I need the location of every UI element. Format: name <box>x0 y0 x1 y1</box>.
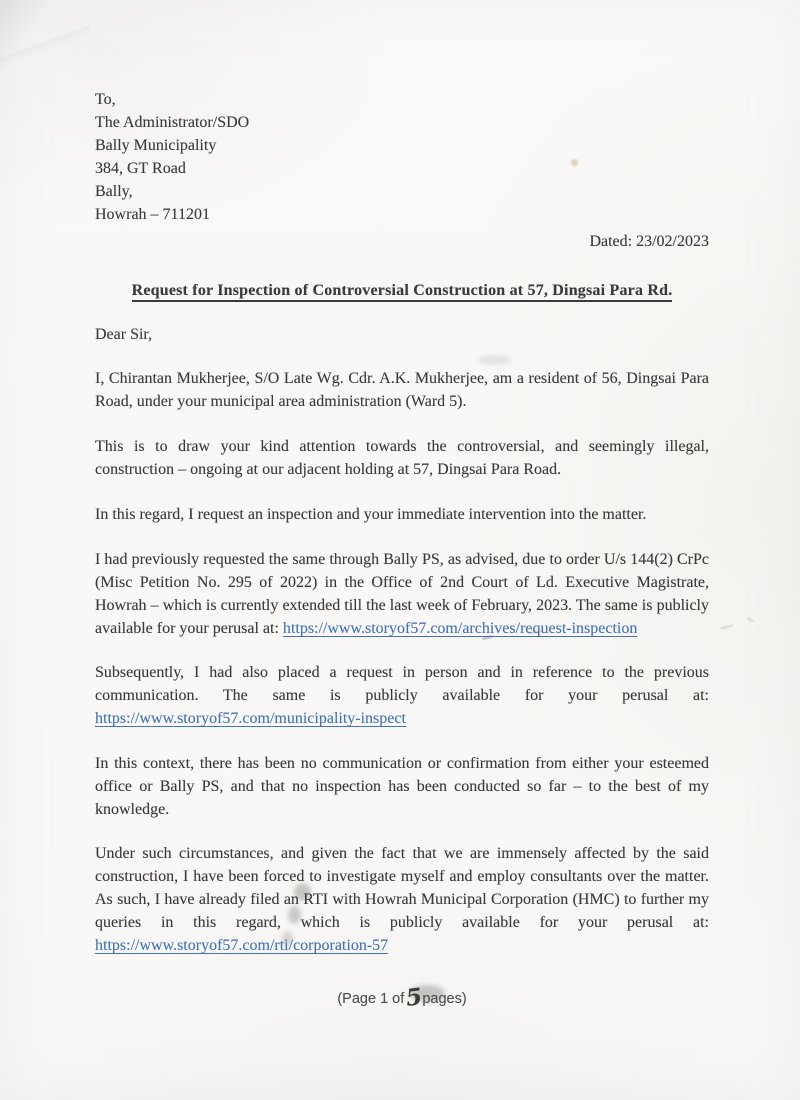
url-link-municipality-inspect[interactable]: https://www.storyof57.com/municipality-inspect <box>95 710 406 727</box>
url-link-request-inspection[interactable]: https://www.storyof57.com/archives/request-inspection <box>282 620 638 637</box>
handwritten-page-count: 5 <box>404 983 424 1012</box>
page-note-prefix: (Page 1 of <box>337 991 405 1007</box>
greeting: Dear Sir, <box>95 326 153 343</box>
body-paragraph-6: In this context, there has been no communication or confirmation from either your esteemed office or Bally PS, and that no inspection has been conducted so far – to the best of my knowledge. <box>95 755 709 818</box>
address-line-street: 384, GT Road <box>95 160 186 177</box>
body-paragraph-3: In this regard, I request an inspection and your immediate intervention into the matter. <box>95 506 647 523</box>
body-paragraph-4 <box>95 548 709 640</box>
address-line-district: Howrah – 711201 <box>95 206 210 223</box>
address-line-org: Bally Municipality <box>95 137 217 154</box>
scan-artifact-crease <box>0 0 90 70</box>
body-paragraph-4-text: I had previously requested the same through Bally PS, as advised, due to order U/s 144(2) CrPc (Misc Petition No. 295 of 2022) in the Office of 2nd Court of Ld. Executive Magistrate, Howrah – which is currently extended till the last week of February, 2023. The same is publicly available for your perusal at: <box>95 551 709 637</box>
date-line: Dated: 23/02/2023 <box>589 233 709 250</box>
subject-heading: Request for Inspection of Controversial Construction at 57, Dingsai Para Rd. <box>95 279 709 302</box>
recipient-address-block <box>95 88 709 226</box>
url-link-rti-corporation[interactable]: https://www.storyof57.com/rti/corporation-57 <box>95 937 389 954</box>
address-salutation: To, <box>95 91 116 108</box>
body-paragraph-5 <box>95 661 709 730</box>
letter-body <box>95 88 709 957</box>
body-paragraph-7-text: Under such circumstances, and given the fact that we are immensely affected by the said construction, I have been forced to investigate myself and employ consultants over the matter. As such, I have already filed an RTI with Howrah Municipal Corporation (HMC) to further my queries in this regard, which is publicly available for your perusal at: <box>95 845 709 931</box>
address-line-recipient: The Administrator/SDO <box>95 114 250 131</box>
body-paragraph-5-text: Subsequently, I had also placed a request in person and in reference to the previous communication. The same is publicly available for your perusal at: <box>95 664 709 704</box>
page-note-suffix: pages) <box>422 991 467 1007</box>
page-number-note <box>95 982 709 1012</box>
scan-artifact-mark <box>747 617 754 622</box>
body-paragraph-2: This is to draw your kind attention towards the controversial, and seemingly illegal, construction – ongoing at our adjacent holding at 57, Dingsai Para Road. <box>95 438 709 478</box>
address-line-city: Bally, <box>95 183 133 200</box>
body-paragraph-1: I, Chirantan Mukherjee, S/O Late Wg. Cdr. A.K. Mukherjee, am a resident of 56, Dingsai Para Road, under your municipal area administration (Ward 5). <box>95 370 709 410</box>
scan-artifact-mark <box>720 624 733 629</box>
body-paragraph-7 <box>95 842 709 957</box>
